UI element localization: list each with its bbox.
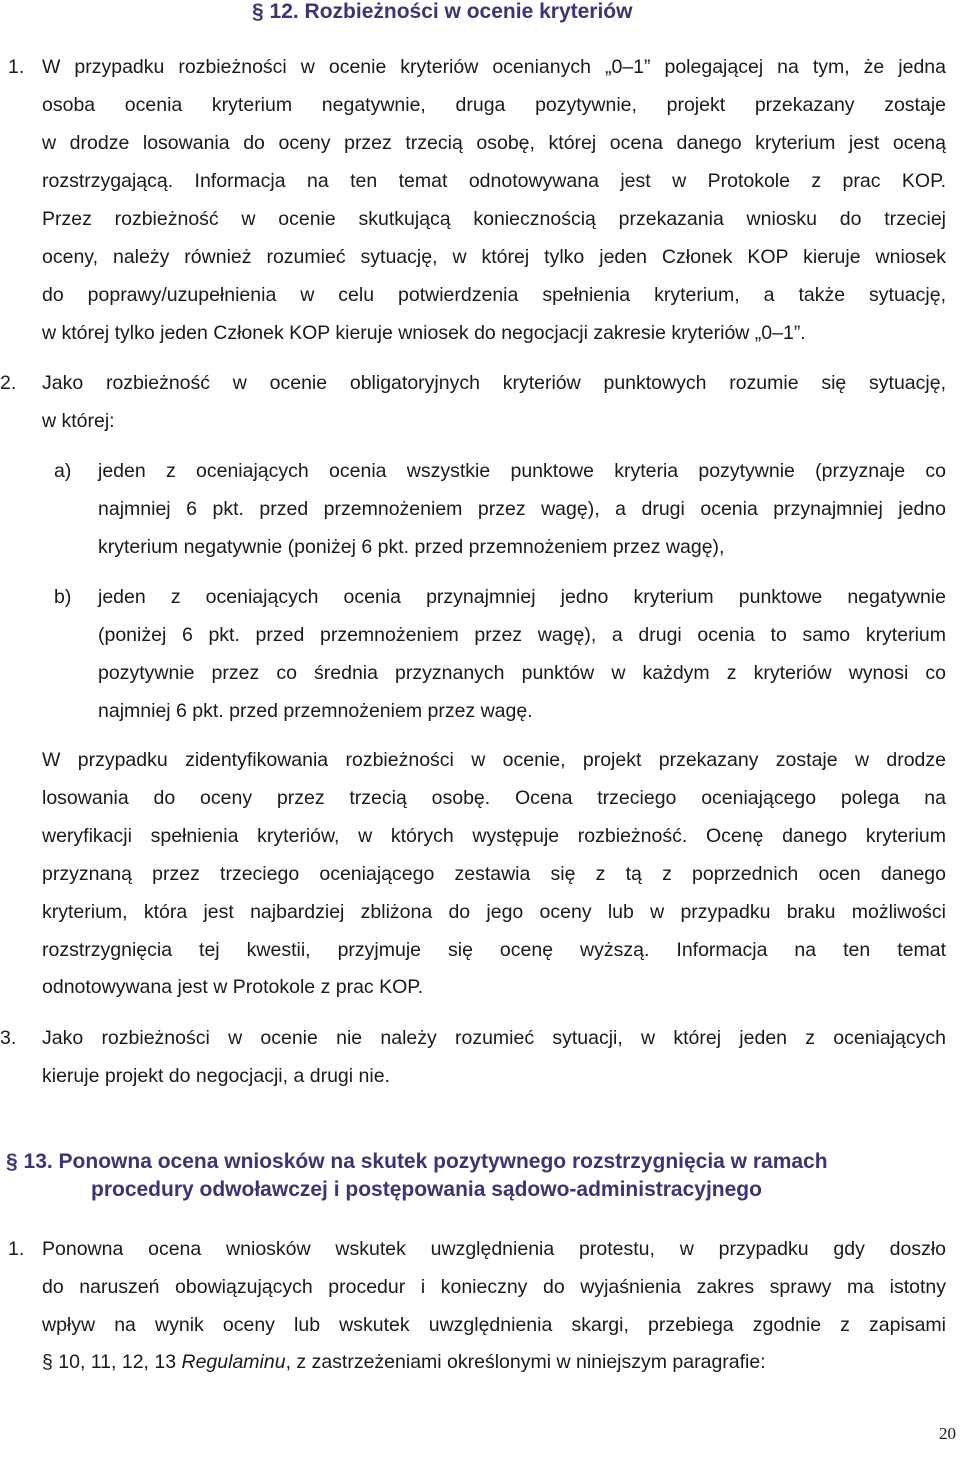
- s12-item1-line6: oceny, należy również rozumieć sytuację, w której tylko jeden Członek KOP kieruje wniosek: [42, 246, 946, 268]
- section-12-heading: § 12. Rozbieżności w ocenie kryteriów: [252, 0, 633, 23]
- s12-item2-closing-line5: kryterium, która jest najbardziej zbliżona do jego oceny lub w przypadku braku możliwości: [42, 901, 946, 923]
- s12-item2-closing-line3: weryfikacji spełnienia kryteriów, w których występuje rozbieżność. Ocenę danego kryterium: [42, 825, 946, 847]
- s12-item1-line1: W przypadku rozbieżności w ocenie kryteriów ocenianych „0–1” polegającej na tym, że jedna: [42, 56, 946, 78]
- item-2-number: 2.: [0, 372, 17, 394]
- s12-item2-closing-line1: W przypadku zidentyfikowania rozbieżności w ocenie, projekt przekazany zostaje w drodze: [42, 749, 946, 771]
- s12-item2-line1: Jako rozbieżność w ocenie obligatoryjnych kryteriów punktowych rozumie się sytuację,: [42, 372, 946, 394]
- s12-item3-line1: Jako rozbieżności w ocenie nie należy rozumieć sytuacji, w której jeden z oceniających: [42, 1027, 946, 1049]
- s12-item1-line5: Przez rozbieżność w ocenie skutkującą koniecznością przekazania wniosku do trzeciej: [42, 208, 946, 230]
- s12-item3-line2: kieruje projekt do negocjacji, a drugi nie.: [42, 1065, 390, 1087]
- s13-item1-line4-prefix: § 10, 11, 12, 13: [42, 1351, 182, 1373]
- s12-item2-closing-line4: przyznaną przez trzeciego oceniającego zestawia się z tą z poprzednich ocen danego: [42, 863, 946, 885]
- page-number: 20: [939, 1424, 956, 1443]
- s12-item2-closing-line6: rozstrzygnięcia tej kwestii, przyjmuje się ocenę wyższą. Informacja na ten temat: [42, 939, 946, 961]
- s12-item2-closing-line7: odnotowywana jest w Protokole z prac KOP.: [42, 976, 424, 998]
- s13-item1-line4-suffix: , z zastrzeżeniami określonymi w niniejszym paragrafie:: [285, 1351, 766, 1373]
- sub-a-line3: kryterium negatywnie (poniżej 6 pkt. przed przemnożeniem przez wagę),: [98, 536, 725, 558]
- s12-item2-closing-line2: losowania do oceny przez trzecią osobę. Ocena trzeciego oceniającego polega na: [42, 787, 946, 809]
- sub-a-label: a): [54, 460, 72, 482]
- sub-b-line2: (poniżej 6 pkt. przed przemnożeniem przez wagę), a drugi ocenia to samo kryterium: [98, 624, 946, 646]
- s13-item1-line4: [42, 1349, 766, 1375]
- s12-item2-line2: w której:: [42, 410, 115, 432]
- sub-b-line4: najmniej 6 pkt. przed przemnożeniem przez wagę.: [98, 700, 533, 722]
- sub-b-label: b): [54, 586, 72, 608]
- item-3-number: 3.: [0, 1027, 17, 1049]
- sub-b-line1: jeden z oceniających ocenia przynajmniej jedno kryterium punktowe negatywnie: [98, 586, 946, 608]
- s13-item1-line3: wpływ na wynik oceny lub wskutek uwzględnienia skargi, przebiega zgodnie z zapisami: [42, 1314, 946, 1336]
- s13-item-1-number: 1.: [8, 1238, 25, 1260]
- s13-item1-line1: Ponowna ocena wniosków wskutek uwzględnienia protestu, w przypadku gdy doszło: [42, 1238, 946, 1260]
- s12-item1-line8: w której tylko jeden Członek KOP kieruje wniosek do negocjacji zakresie kryteriów „0–1”.: [42, 322, 806, 344]
- s12-item1-line4: rozstrzygającą. Informacja na ten temat odnotowywana jest w Protokole z prac KOP.: [42, 170, 946, 192]
- section-13-heading-line1: § 13. Ponowna ocena wniosków na skutek pozytywnego rozstrzygnięcia w ramach: [6, 1150, 828, 1173]
- s12-item1-line7: do poprawy/uzupełnienia w celu potwierdzenia spełnienia kryterium, a także sytuację,: [42, 284, 946, 306]
- section-13-heading-line2: procedury odwoławczej i postępowania sądowo-administracyjnego: [91, 1178, 762, 1201]
- s13-item1-line2: do naruszeń obowiązujących procedur i konieczny do wyjaśnienia zakres sprawy ma istotny: [42, 1276, 946, 1298]
- sub-b-line3: pozytywnie przez co średnia przyznanych punktów w każdym z kryteriów wynosi co: [98, 662, 946, 684]
- s12-item1-line3: w drodze losowania do oceny przez trzecią osobę, której ocena danego kryterium jest oceną: [42, 132, 946, 154]
- s12-item1-line2: osoba ocenia kryterium negatywnie, druga pozytywnie, projekt przekazany zostaje: [42, 94, 946, 116]
- sub-a-line2: najmniej 6 pkt. przed przemnożeniem przez wagę), a drugi ocenia przynajmniej jedno: [98, 498, 946, 520]
- regulamin-italic: Regulaminu: [181, 1351, 286, 1373]
- item-1-number: 1.: [8, 56, 25, 78]
- sub-a-line1: jeden z oceniających ocenia wszystkie punktowe kryteria pozytywnie (przyznaje co: [98, 460, 946, 482]
